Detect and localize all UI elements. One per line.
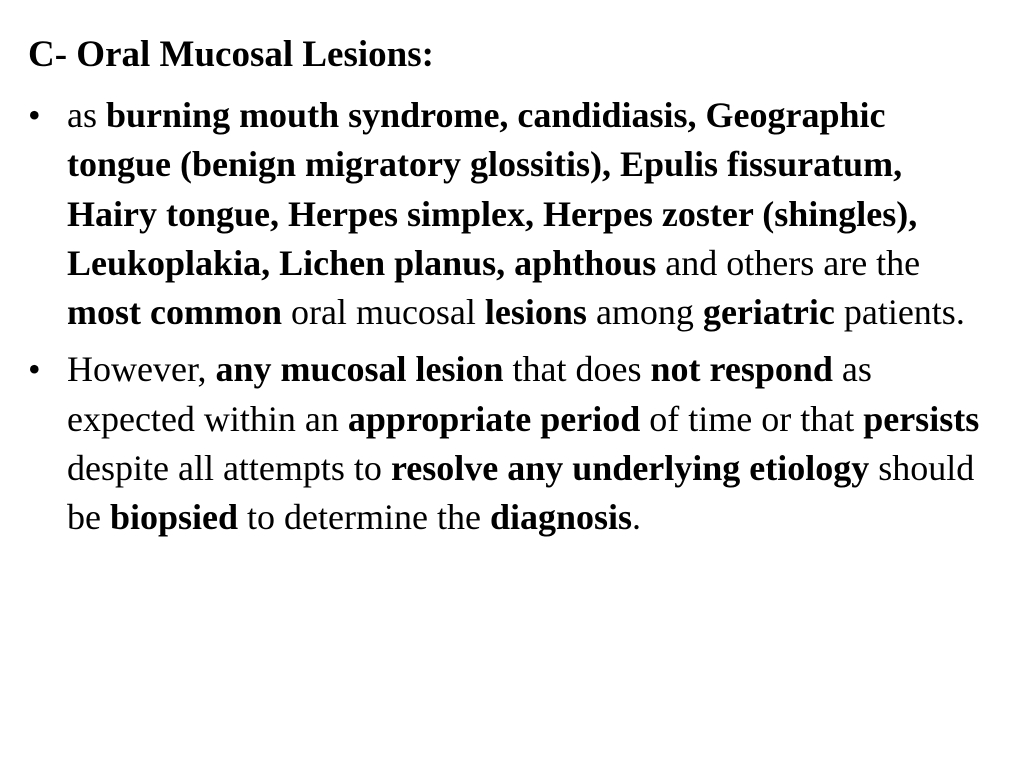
text-segment: despite all attempts to: [67, 448, 391, 489]
text-segment: and others are the: [656, 242, 921, 283]
bullet-text: [67, 349, 979, 537]
bold-text-segment: persists: [863, 398, 980, 439]
text-segment: that does: [503, 349, 651, 390]
bold-text-segment: most common: [67, 292, 282, 333]
text-segment: as expected within an: [67, 349, 872, 439]
bold-text-segment: burning mouth syndrome, candidiasis, Geographic tongue (benign migratory glossitis), Epulis fissuratum, Hairy tongue, Herpes simplex, Herpes zoster (shingles), Leukoplakia, Lichen planus, aphthous: [67, 95, 918, 283]
bullet-item-common-lesions: [28, 91, 998, 337]
bold-text-segment: resolve any underlying etiology: [390, 448, 870, 489]
bold-text-segment: not respond: [650, 349, 833, 390]
text-segment: .: [632, 497, 642, 538]
text-segment: of time or that: [640, 398, 864, 439]
text-segment: oral mucosal: [281, 292, 485, 333]
bold-text-segment: appropriate period: [347, 398, 641, 439]
text-segment: However,: [67, 349, 216, 390]
bold-text-segment: any mucosal lesion: [215, 349, 504, 390]
bold-text-segment: lesions: [484, 292, 587, 333]
text-segment: as: [67, 95, 106, 135]
slide-title: C- Oral Mucosal Lesions:: [28, 34, 434, 75]
text-segment: to determine the: [238, 497, 490, 538]
bullet-marker: •: [28, 349, 41, 390]
bold-text-segment: biopsied: [109, 497, 239, 538]
text-segment: should be: [67, 448, 975, 538]
text-segment: patients.: [834, 292, 965, 333]
bullet-text: [67, 95, 965, 332]
text-segment: among: [586, 292, 703, 333]
bullet-item-biopsy-guidance: [28, 345, 998, 542]
bullet-marker: •: [28, 95, 41, 135]
bullet-list: [28, 91, 998, 551]
bold-text-segment: diagnosis: [489, 497, 633, 538]
bold-text-segment: geriatric: [702, 292, 835, 333]
